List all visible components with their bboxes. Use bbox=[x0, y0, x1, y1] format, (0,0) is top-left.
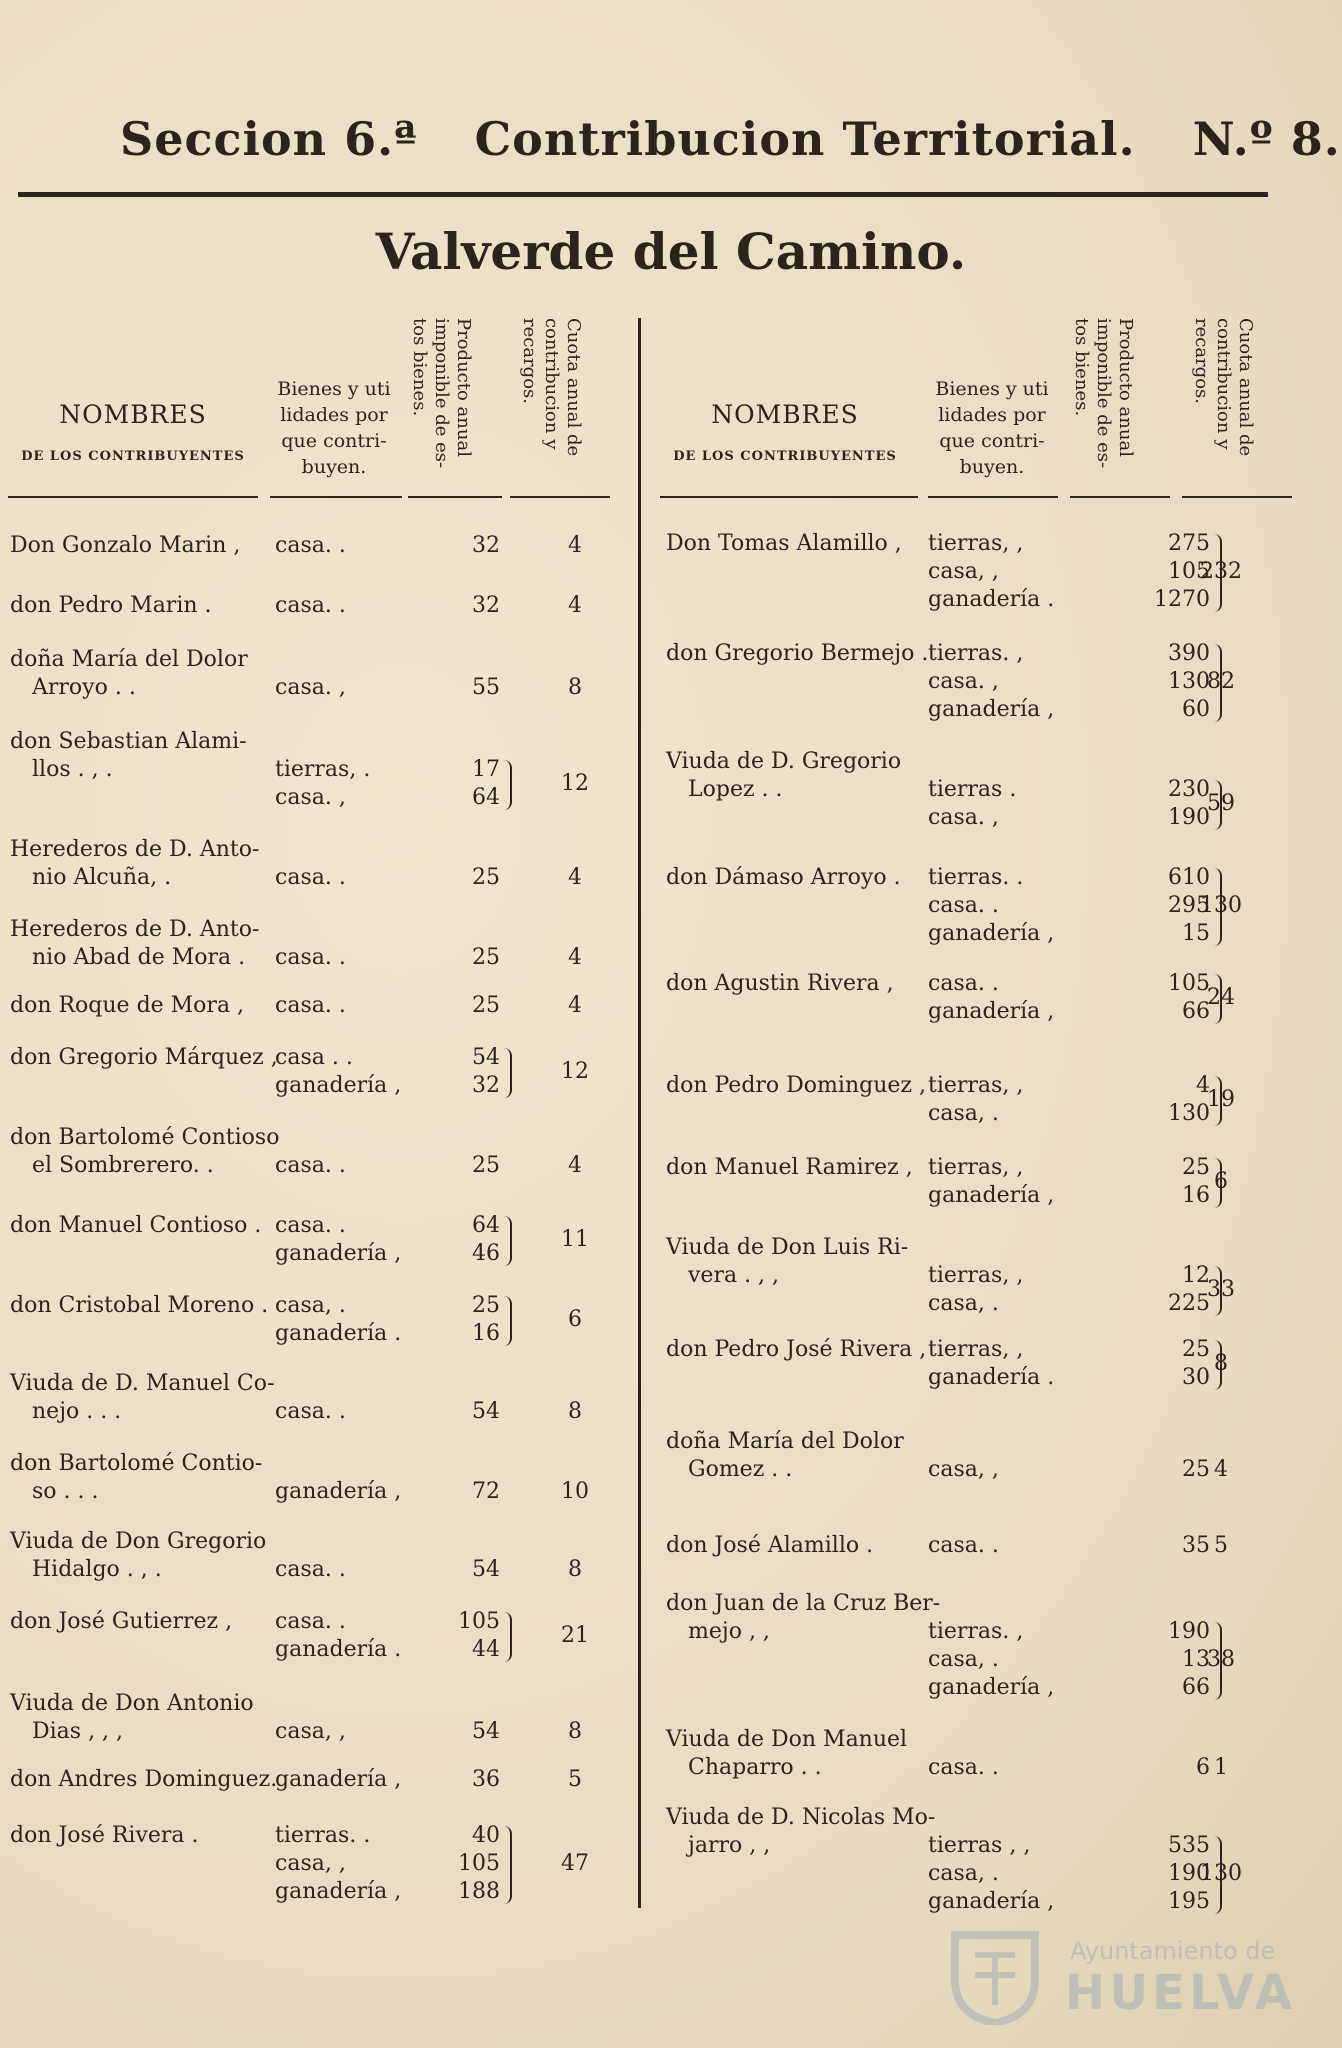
seccion-label: Seccion 6.ª bbox=[120, 112, 418, 166]
contribuyente-name: don Bartolomé Contio- bbox=[10, 1451, 263, 1476]
bien-cell: casa. . bbox=[928, 893, 999, 918]
contribuyente-name: Don Gonzalo Marin , bbox=[10, 533, 241, 558]
producto-cell: 12 bbox=[1182, 1263, 1210, 1288]
bien-cell: ganadería , bbox=[928, 1675, 1055, 1700]
contribuyente-name: don José Rivera . bbox=[10, 1823, 199, 1848]
bien-cell: casa . . bbox=[275, 1045, 353, 1070]
contribuyente-name: don Juan de la Cruz Ber- bbox=[666, 1591, 941, 1616]
producto-cell: 25 bbox=[472, 993, 500, 1018]
producto-cell: 610 bbox=[1168, 865, 1210, 890]
bien-cell: ganadería . bbox=[275, 1637, 402, 1662]
bien-cell: tierras, , bbox=[928, 1073, 1024, 1098]
contribuyente-name: Chaparro . . bbox=[688, 1755, 822, 1780]
producto-cell: 54 bbox=[472, 1557, 500, 1582]
cuota-cell: 5 bbox=[568, 1767, 582, 1792]
cuota-cell: 130 bbox=[1200, 1861, 1242, 1886]
bien-cell: casa, , bbox=[275, 1851, 346, 1876]
producto-cell: 54 bbox=[472, 1719, 500, 1744]
bien-cell: casa. . bbox=[275, 1153, 346, 1178]
bien-cell: tierras, , bbox=[928, 1155, 1024, 1180]
names-header: NOMBRES DE LOS CONTRIBUYENTES bbox=[21, 400, 245, 464]
left-column-header bbox=[8, 318, 628, 500]
header-rule bbox=[18, 192, 1268, 197]
bien-cell: casa. . bbox=[928, 1533, 999, 1558]
bien-cell: casa. , bbox=[928, 669, 999, 694]
producto-cell: 32 bbox=[472, 593, 500, 618]
contribuyente-name: Viuda de Don Luis Ri- bbox=[666, 1235, 909, 1260]
shield-icon bbox=[945, 1925, 1045, 2025]
producto-cell: 16 bbox=[472, 1321, 500, 1346]
bien-cell: casa. . bbox=[275, 593, 346, 618]
producto-cell: 1270 bbox=[1154, 587, 1210, 612]
bien-cell: ganadería , bbox=[275, 1767, 402, 1792]
contribuyente-name: so . . . bbox=[32, 1479, 99, 1504]
bien-cell: casa, . bbox=[928, 1647, 999, 1672]
bien-cell: ganadería , bbox=[275, 1479, 402, 1504]
bien-cell: ganadería , bbox=[928, 697, 1055, 722]
producto-cell: 230 bbox=[1168, 777, 1210, 802]
seccion-number: N.º 8. bbox=[1192, 112, 1341, 166]
producto-header: Producto anual imponible de es- tos bienes. bbox=[409, 318, 474, 469]
bien-cell: casa. , bbox=[928, 805, 999, 830]
producto-cell: 16 bbox=[1182, 1183, 1210, 1208]
contribuyente-name: mejo , , bbox=[688, 1619, 770, 1644]
contribuyente-name: el Sombrerero. . bbox=[32, 1153, 214, 1178]
producto-cell: 72 bbox=[472, 1479, 500, 1504]
cuota-cell: 11 bbox=[561, 1227, 589, 1252]
producto-cell: 4 bbox=[1196, 1073, 1210, 1098]
producto-cell: 188 bbox=[458, 1879, 500, 1904]
producto-cell: 190 bbox=[1168, 805, 1210, 830]
producto-cell: 190 bbox=[1168, 1861, 1210, 1886]
producto-cell: 13 bbox=[1182, 1647, 1210, 1672]
cuota-cell: 8 bbox=[568, 1719, 582, 1744]
cuota-header: Cuota anual de contribucion y recargos. bbox=[1191, 318, 1256, 457]
bien-cell: casa. . bbox=[275, 945, 346, 970]
contribuyente-name: Viuda de Don Manuel bbox=[666, 1727, 908, 1752]
contribuyente-name: doña María del Dolor bbox=[10, 647, 248, 672]
producto-cell: 30 bbox=[1182, 1365, 1210, 1390]
contribuyente-name: Don Tomas Alamillo , bbox=[666, 531, 902, 556]
contribuyente-name: Arroyo . . bbox=[32, 675, 136, 700]
cuota-cell: 4 bbox=[568, 865, 582, 890]
bien-cell: casa. . bbox=[275, 993, 346, 1018]
contribuyente-name: nejo . . . bbox=[32, 1399, 122, 1424]
producto-cell: 54 bbox=[472, 1045, 500, 1070]
contribuyente-name: Viuda de D. Gregorio bbox=[666, 749, 902, 774]
cuota-cell: 24 bbox=[1207, 985, 1235, 1010]
contribuyente-name: Viuda de D. Manuel Co- bbox=[10, 1371, 275, 1396]
cuota-header: Cuota anual de contribucion y recargos. bbox=[519, 318, 584, 457]
producto-cell: 390 bbox=[1168, 641, 1210, 666]
contribuyente-name: don Roque de Mora , bbox=[10, 993, 245, 1018]
producto-cell: 36 bbox=[472, 1767, 500, 1792]
bien-cell: casa, , bbox=[275, 1719, 346, 1744]
cuota-cell: 130 bbox=[1200, 893, 1242, 918]
contribuyente-name: nio Abad de Mora . bbox=[32, 945, 246, 970]
contribuyente-name: Hidalgo . , . bbox=[32, 1557, 162, 1582]
bien-cell: casa, , bbox=[928, 559, 999, 584]
contribuyente-name: don Pedro Marin . bbox=[10, 593, 212, 618]
contribuyente-name: don José Gutierrez , bbox=[10, 1609, 233, 1634]
bien-cell: casa, , bbox=[928, 1457, 999, 1482]
bien-cell: tierras . bbox=[928, 777, 1017, 802]
producto-cell: 25 bbox=[1182, 1155, 1210, 1180]
bien-cell: casa. , bbox=[275, 675, 346, 700]
producto-cell: 35 bbox=[1182, 1533, 1210, 1558]
producto-cell: 55 bbox=[472, 675, 500, 700]
column-divider bbox=[638, 318, 641, 1908]
cuota-cell: 12 bbox=[561, 1059, 589, 1084]
producto-cell: 195 bbox=[1168, 1889, 1210, 1914]
producto-cell: 46 bbox=[472, 1241, 500, 1266]
producto-cell: 17 bbox=[472, 757, 500, 782]
cuota-cell: 6 bbox=[1214, 1169, 1228, 1194]
contribuyente-name: don Cristobal Moreno . bbox=[10, 1293, 269, 1318]
producto-cell: 32 bbox=[472, 533, 500, 558]
contribuyente-name: Herederos de D. Anto- bbox=[10, 917, 260, 942]
contribuyente-name: Lopez . . bbox=[688, 777, 783, 802]
contribuyente-name: jarro , , bbox=[688, 1833, 771, 1858]
producto-cell: 25 bbox=[472, 865, 500, 890]
cuota-cell: 4 bbox=[568, 1153, 582, 1178]
bien-cell: casa, . bbox=[928, 1291, 999, 1316]
bien-cell: casa. . bbox=[275, 533, 346, 558]
producto-cell: 105 bbox=[458, 1851, 500, 1876]
page-header bbox=[120, 112, 1341, 166]
cuota-cell: 59 bbox=[1207, 791, 1235, 816]
producto-cell: 15 bbox=[1182, 921, 1210, 946]
contribuyente-name: don Sebastian Alami- bbox=[10, 729, 247, 754]
producto-cell: 44 bbox=[472, 1637, 500, 1662]
bien-cell: casa, . bbox=[928, 1861, 999, 1886]
bien-cell: tierras, , bbox=[928, 1337, 1024, 1362]
bien-cell: casa, . bbox=[928, 1101, 999, 1126]
bien-cell: ganadería , bbox=[275, 1879, 402, 1904]
contribuyente-name: Viuda de Don Antonio bbox=[10, 1691, 254, 1716]
cuota-cell: 19 bbox=[1207, 1087, 1235, 1112]
cuota-cell: 5 bbox=[1214, 1533, 1228, 1558]
cuota-cell: 47 bbox=[561, 1851, 589, 1876]
bien-cell: ganadería , bbox=[928, 1889, 1055, 1914]
contribuyente-name: don Manuel Ramirez , bbox=[666, 1155, 913, 1180]
cuota-cell: 4 bbox=[568, 945, 582, 970]
grouping-brace bbox=[504, 1048, 512, 1098]
grouping-brace bbox=[504, 1826, 512, 1904]
watermark-stamp bbox=[945, 1925, 1305, 2035]
grouping-brace bbox=[504, 1612, 512, 1662]
cuota-cell: 12 bbox=[561, 771, 589, 796]
contribuyente-name: don Dámaso Arroyo . bbox=[666, 865, 901, 890]
bien-cell: tierras, , bbox=[928, 1263, 1024, 1288]
producto-cell: 130 bbox=[1168, 1101, 1210, 1126]
bien-cell: ganadería . bbox=[928, 587, 1055, 612]
contribuyente-name: don Bartolomé Contioso bbox=[10, 1125, 280, 1150]
bien-cell: tierras. . bbox=[928, 865, 1024, 890]
bien-cell: tierras , , bbox=[928, 1833, 1031, 1858]
cuota-cell: 1 bbox=[1214, 1755, 1228, 1780]
bien-cell: tierras. , bbox=[928, 1619, 1024, 1644]
cuota-cell: 232 bbox=[1200, 559, 1242, 584]
producto-cell: 295 bbox=[1168, 893, 1210, 918]
producto-cell: 25 bbox=[472, 1293, 500, 1318]
producto-cell: 25 bbox=[1182, 1457, 1210, 1482]
bien-cell: ganadería , bbox=[275, 1073, 402, 1098]
grouping-brace bbox=[504, 1296, 512, 1346]
bien-cell: ganadería . bbox=[928, 1365, 1055, 1390]
bien-cell: casa. . bbox=[275, 865, 346, 890]
contribuyente-name: Viuda de Don Gregorio bbox=[10, 1529, 267, 1554]
producto-cell: 190 bbox=[1168, 1619, 1210, 1644]
producto-cell: 66 bbox=[1182, 1675, 1210, 1700]
bien-cell: ganadería , bbox=[275, 1241, 402, 1266]
producto-cell: 32 bbox=[472, 1073, 500, 1098]
producto-cell: 535 bbox=[1168, 1833, 1210, 1858]
contribuyente-name: don Gregorio Bermejo . bbox=[666, 641, 929, 666]
contribuyente-name: Herederos de D. Anto- bbox=[10, 837, 260, 862]
producto-cell: 130 bbox=[1168, 669, 1210, 694]
bien-cell: tierras, , bbox=[928, 531, 1024, 556]
producto-cell: 105 bbox=[1168, 971, 1210, 996]
producto-cell: 25 bbox=[472, 1153, 500, 1178]
contribuyente-name: Dias , , , bbox=[32, 1719, 124, 1744]
bien-cell: casa, . bbox=[275, 1293, 346, 1318]
producto-cell: 275 bbox=[1168, 531, 1210, 556]
producto-cell: 60 bbox=[1182, 697, 1210, 722]
bien-cell: tierras. . bbox=[275, 1823, 371, 1848]
bien-cell: casa. . bbox=[275, 1557, 346, 1582]
grouping-brace bbox=[504, 760, 512, 810]
producto-cell: 25 bbox=[1182, 1337, 1210, 1362]
bien-cell: ganadería , bbox=[928, 921, 1055, 946]
contribuyente-name: don Pedro José Rivera , bbox=[666, 1337, 927, 1362]
cuota-cell: 4 bbox=[568, 593, 582, 618]
producto-cell: 105 bbox=[1168, 559, 1210, 584]
bien-cell: casa. . bbox=[928, 1755, 999, 1780]
producto-cell: 64 bbox=[472, 1213, 500, 1238]
cuota-cell: 82 bbox=[1207, 669, 1235, 694]
grouping-brace bbox=[504, 1216, 512, 1266]
cuota-cell: 4 bbox=[568, 533, 582, 558]
seccion-title: Contribucion Territorial. bbox=[474, 112, 1136, 166]
bienes-header: Bienes y uti lidades por que contri- buyen. bbox=[277, 378, 391, 478]
producto-cell: 225 bbox=[1168, 1291, 1210, 1316]
producto-header: Producto anual imponible de es- tos bienes. bbox=[1071, 318, 1136, 469]
cuota-cell: 8 bbox=[568, 1557, 582, 1582]
bien-cell: ganadería . bbox=[275, 1321, 402, 1346]
producto-cell: 40 bbox=[472, 1823, 500, 1848]
bien-cell: casa. , bbox=[275, 785, 346, 810]
bien-cell: casa. . bbox=[928, 971, 999, 996]
contribuyente-name: Viuda de D. Nicolas Mo- bbox=[666, 1805, 936, 1830]
bien-cell: tierras. , bbox=[928, 641, 1024, 666]
producto-cell: 64 bbox=[472, 785, 500, 810]
contribuyente-name: don Gregorio Márquez , bbox=[10, 1045, 278, 1070]
producto-cell: 105 bbox=[458, 1609, 500, 1634]
producto-cell: 6 bbox=[1196, 1755, 1210, 1780]
contribuyente-name: don Pedro Dominguez , bbox=[666, 1073, 926, 1098]
contribuyente-name: llos . , . bbox=[32, 757, 113, 782]
contribuyente-name: don Manuel Contioso . bbox=[10, 1213, 262, 1238]
contribuyente-name: doña María del Dolor bbox=[666, 1429, 904, 1454]
right-column-header bbox=[660, 318, 1300, 500]
bien-cell: tierras, . bbox=[275, 757, 371, 782]
contribuyente-name: Gomez . . bbox=[688, 1457, 793, 1482]
contribuyente-name: don Andres Dominguez. bbox=[10, 1767, 278, 1792]
cuota-cell: 4 bbox=[568, 993, 582, 1018]
bien-cell: ganadería , bbox=[928, 999, 1055, 1024]
bien-cell: casa. . bbox=[275, 1609, 346, 1634]
bien-cell: ganadería , bbox=[928, 1183, 1055, 1208]
cuota-cell: 8 bbox=[1214, 1351, 1228, 1376]
cuota-cell: 8 bbox=[568, 1399, 582, 1424]
bienes-header: Bienes y uti lidades por que contri- buyen. bbox=[935, 378, 1049, 478]
contribuyente-name: nio Alcuña, . bbox=[32, 865, 172, 890]
bien-cell: casa. . bbox=[275, 1399, 346, 1424]
town-title: Valverde del Camino. bbox=[375, 222, 967, 281]
watermark-line2: HUELVA bbox=[1065, 1965, 1296, 2021]
cuota-cell: 4 bbox=[1214, 1457, 1228, 1482]
cuota-cell: 10 bbox=[561, 1479, 589, 1504]
bien-cell: casa. . bbox=[275, 1213, 346, 1238]
cuota-cell: 8 bbox=[568, 675, 582, 700]
watermark-line1: Ayuntamiento de bbox=[1070, 1937, 1276, 1965]
cuota-cell: 38 bbox=[1207, 1647, 1235, 1672]
producto-cell: 66 bbox=[1182, 999, 1210, 1024]
producto-cell: 25 bbox=[472, 945, 500, 970]
contribuyente-name: don José Alamillo . bbox=[666, 1533, 874, 1558]
cuota-cell: 6 bbox=[568, 1307, 582, 1332]
cuota-cell: 33 bbox=[1207, 1277, 1235, 1302]
producto-cell: 54 bbox=[472, 1399, 500, 1424]
contribuyente-name: vera . , , bbox=[688, 1263, 780, 1288]
contribuyente-name: don Agustin Rivera , bbox=[666, 971, 894, 996]
cuota-cell: 21 bbox=[561, 1623, 589, 1648]
names-header: NOMBRES DE LOS CONTRIBUYENTES bbox=[673, 400, 897, 464]
